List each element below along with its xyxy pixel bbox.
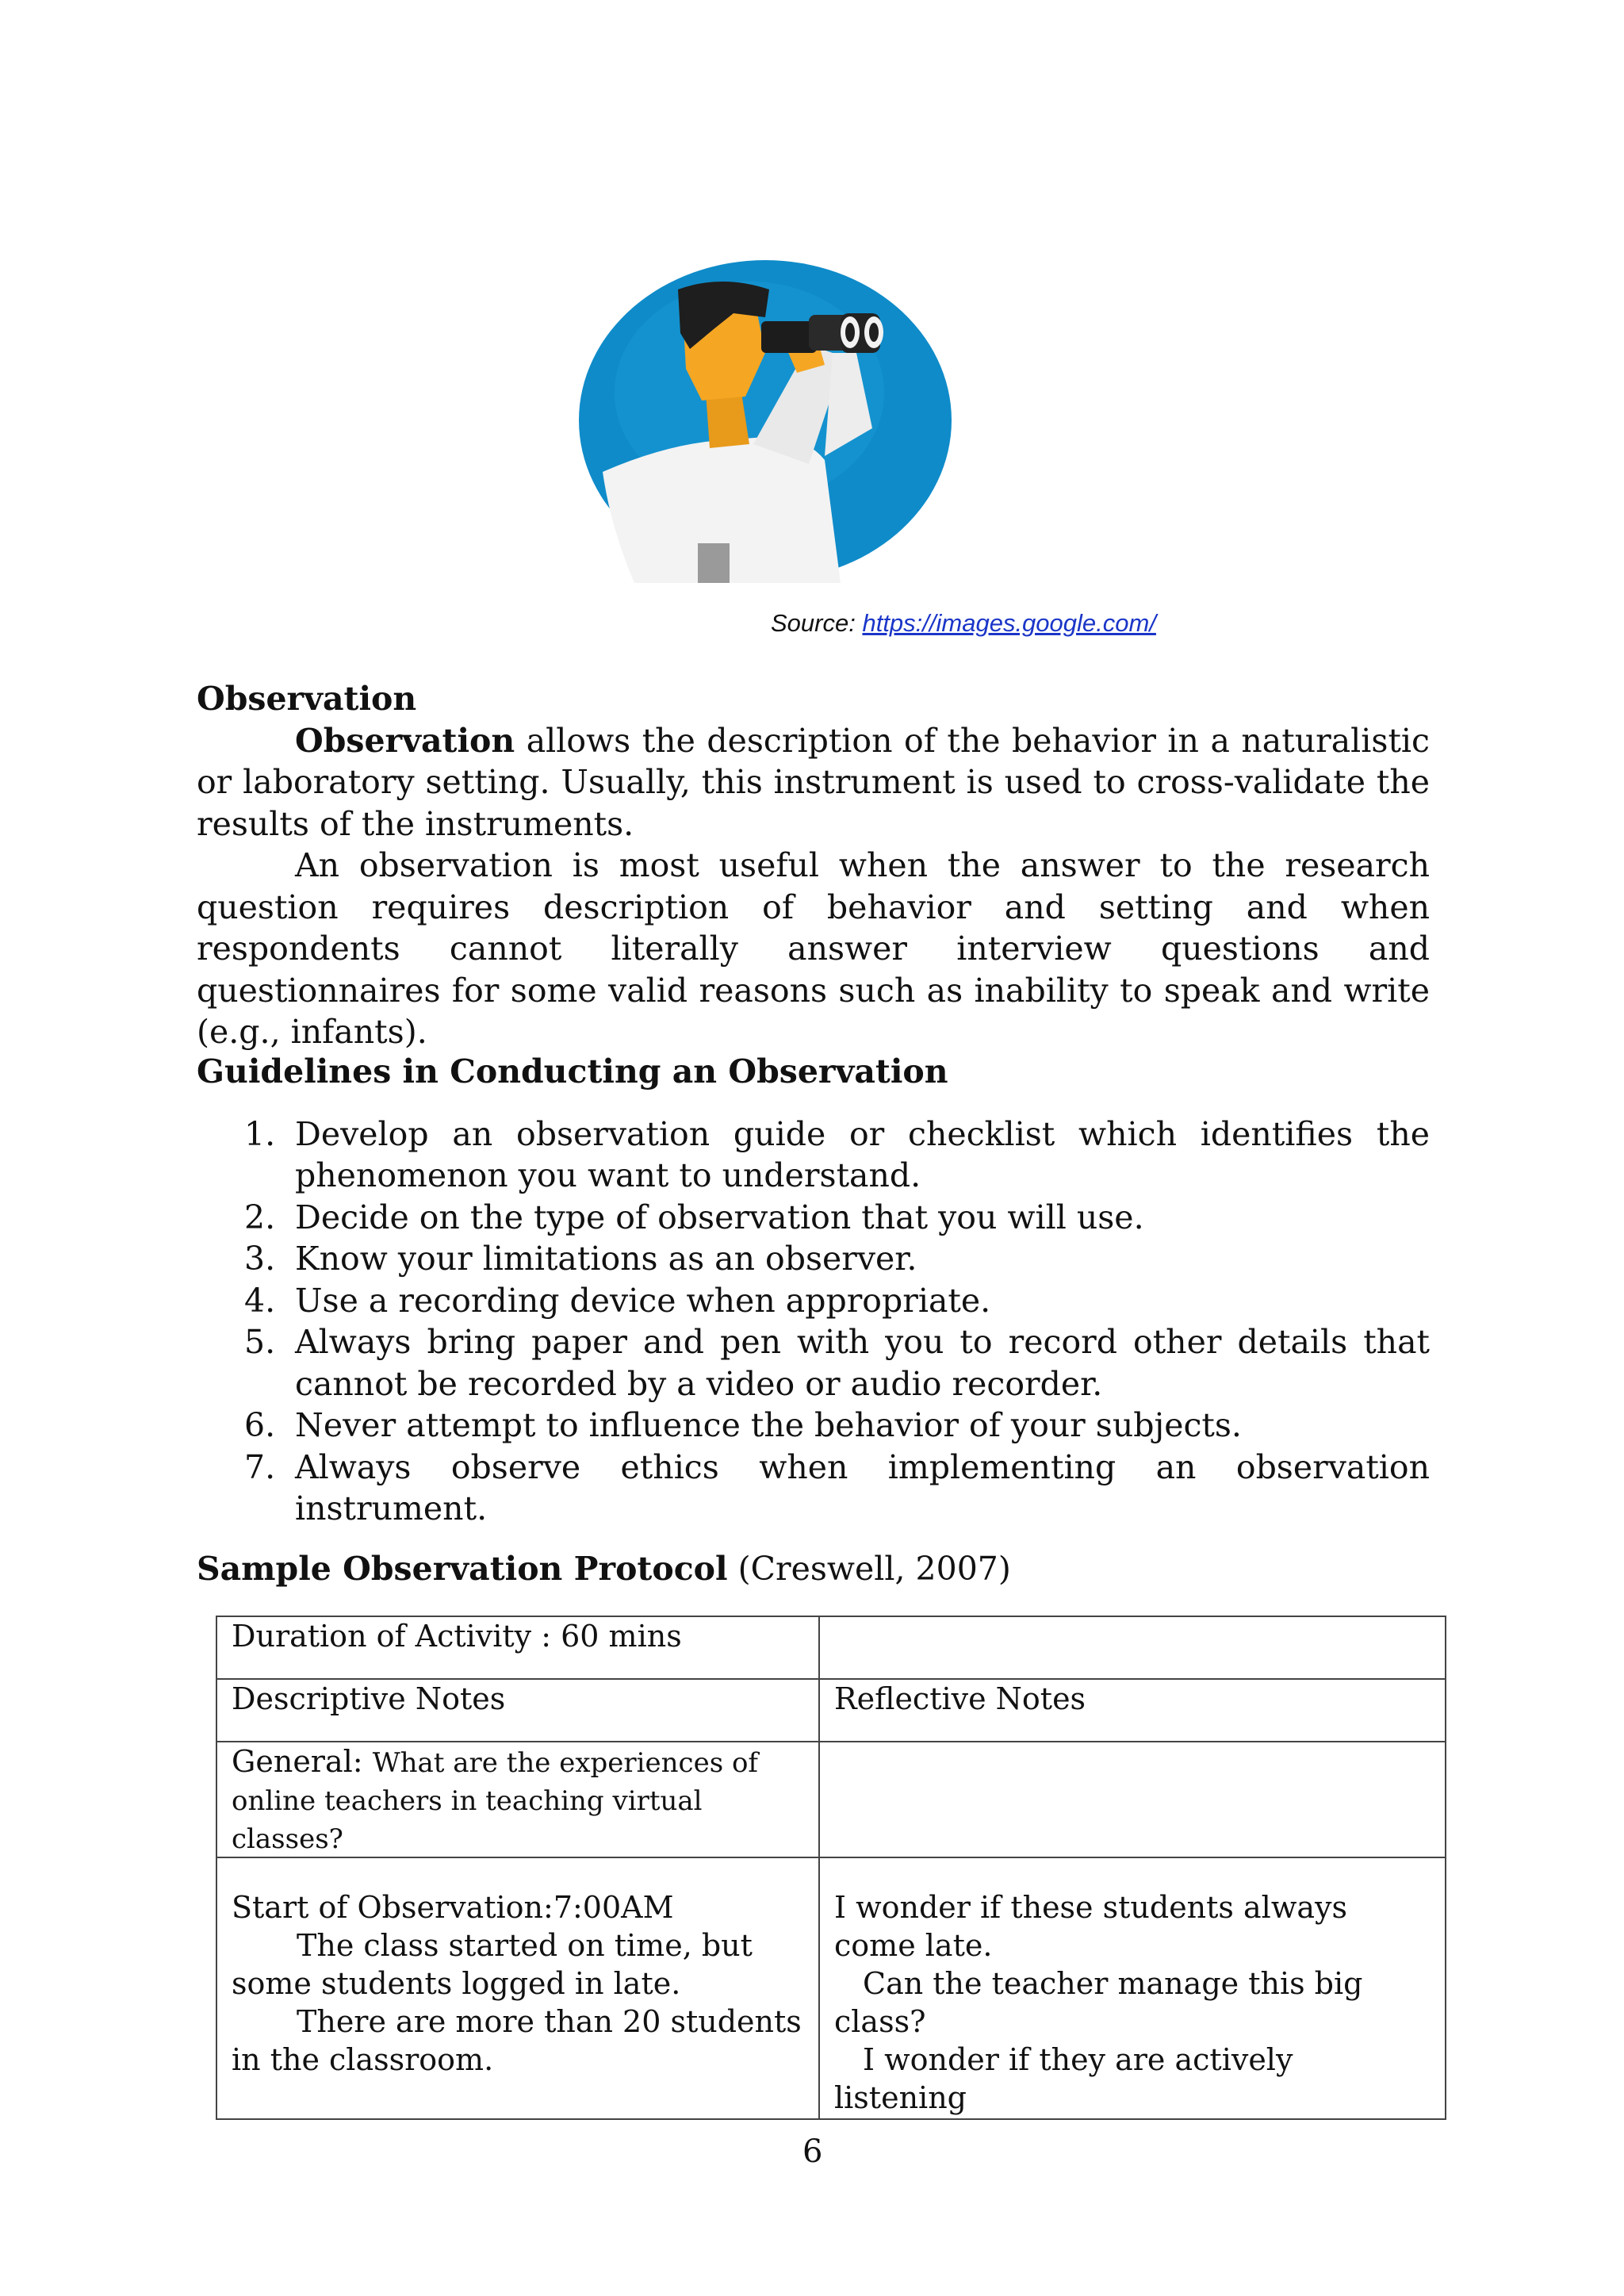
general-question-cell: General: What are the experiences of online teachers in teaching virtual classes? <box>216 1742 819 1857</box>
empty-cell <box>819 1742 1446 1857</box>
guideline-item: 2. Decide on the type of observation that you will use. <box>244 1198 1144 1236</box>
source-link[interactable]: https://images.google.com/ <box>862 609 1156 637</box>
descriptive-notes-cell: Start of Observation:7:00AM The class started on time, but some students logged in late. There are more than 20 students in the classroom. <box>216 1857 819 2119</box>
descriptive-notes-header: Descriptive Notes <box>216 1679 819 1742</box>
guideline-item: 4. Use a recording device when appropriate. <box>244 1281 991 1320</box>
observation-term: Observation <box>295 721 515 760</box>
guideline-item: 5. Always bring paper and pen with you to record other details that cannot be recorded by a video or audio recorder. <box>244 1323 1430 1403</box>
observation-protocol-table <box>216 1616 1446 2120</box>
observation-heading: Observation <box>197 680 417 718</box>
observation-paragraph-2: An observation is most useful when the answer to the research question requires description of behavior and setting and when respondents cannot literally answer interview questions and questionnaires for some valid reasons such as inability to speak and write (e.g., infants). <box>197 846 1430 1051</box>
sample-heading-bold: Sample Observation Protocol <box>197 1550 728 1588</box>
source-label: Source: <box>771 609 856 637</box>
table-row <box>216 1616 1446 1679</box>
reflective-notes-header: Reflective Notes <box>819 1679 1446 1742</box>
table-row <box>216 1679 1446 1742</box>
sample-protocol-heading <box>197 1548 1430 1590</box>
page-number: 6 <box>802 2133 823 2170</box>
image-source-caption <box>771 609 1156 638</box>
start-of-observation: Start of Observation:7:00AM <box>232 1890 674 1925</box>
table-row <box>216 1742 1446 1857</box>
guidelines-heading: Guidelines in Conducting an Observation <box>197 1052 948 1091</box>
binoculars-man-illustration <box>571 258 959 583</box>
observation-paragraph-1: Observation allows the description of the behavior in a naturalistic or laboratory setting. Usually, this instrument is used to cross-validate the results of the instruments. <box>197 721 1430 843</box>
sample-heading-citation: (Creswell, 2007) <box>727 1550 1011 1588</box>
guidelines-section <box>197 1051 1430 1530</box>
guideline-item: 6. Never attempt to influence the behavior of your subjects. <box>244 1406 1242 1444</box>
table-row <box>216 1857 1446 2119</box>
duration-cell: Duration of Activity : 60 mins <box>216 1616 819 1679</box>
guidelines-list <box>197 1114 1430 1530</box>
reflective-notes-cell: I wonder if these students always come late. Can the teacher manage this big class? I wonder if they are actively listening <box>819 1857 1446 2119</box>
observation-section <box>197 678 1430 1053</box>
guideline-item: 7. Always observe ethics when implementing an observation instrument. <box>244 1447 1430 1527</box>
guideline-item: 1. Develop an observation guide or checklist which identifies the phenomenon you want to understand. <box>244 1114 1430 1194</box>
empty-cell <box>819 1616 1446 1679</box>
guideline-item: 3. Know your limitations as an observer. <box>244 1240 917 1278</box>
